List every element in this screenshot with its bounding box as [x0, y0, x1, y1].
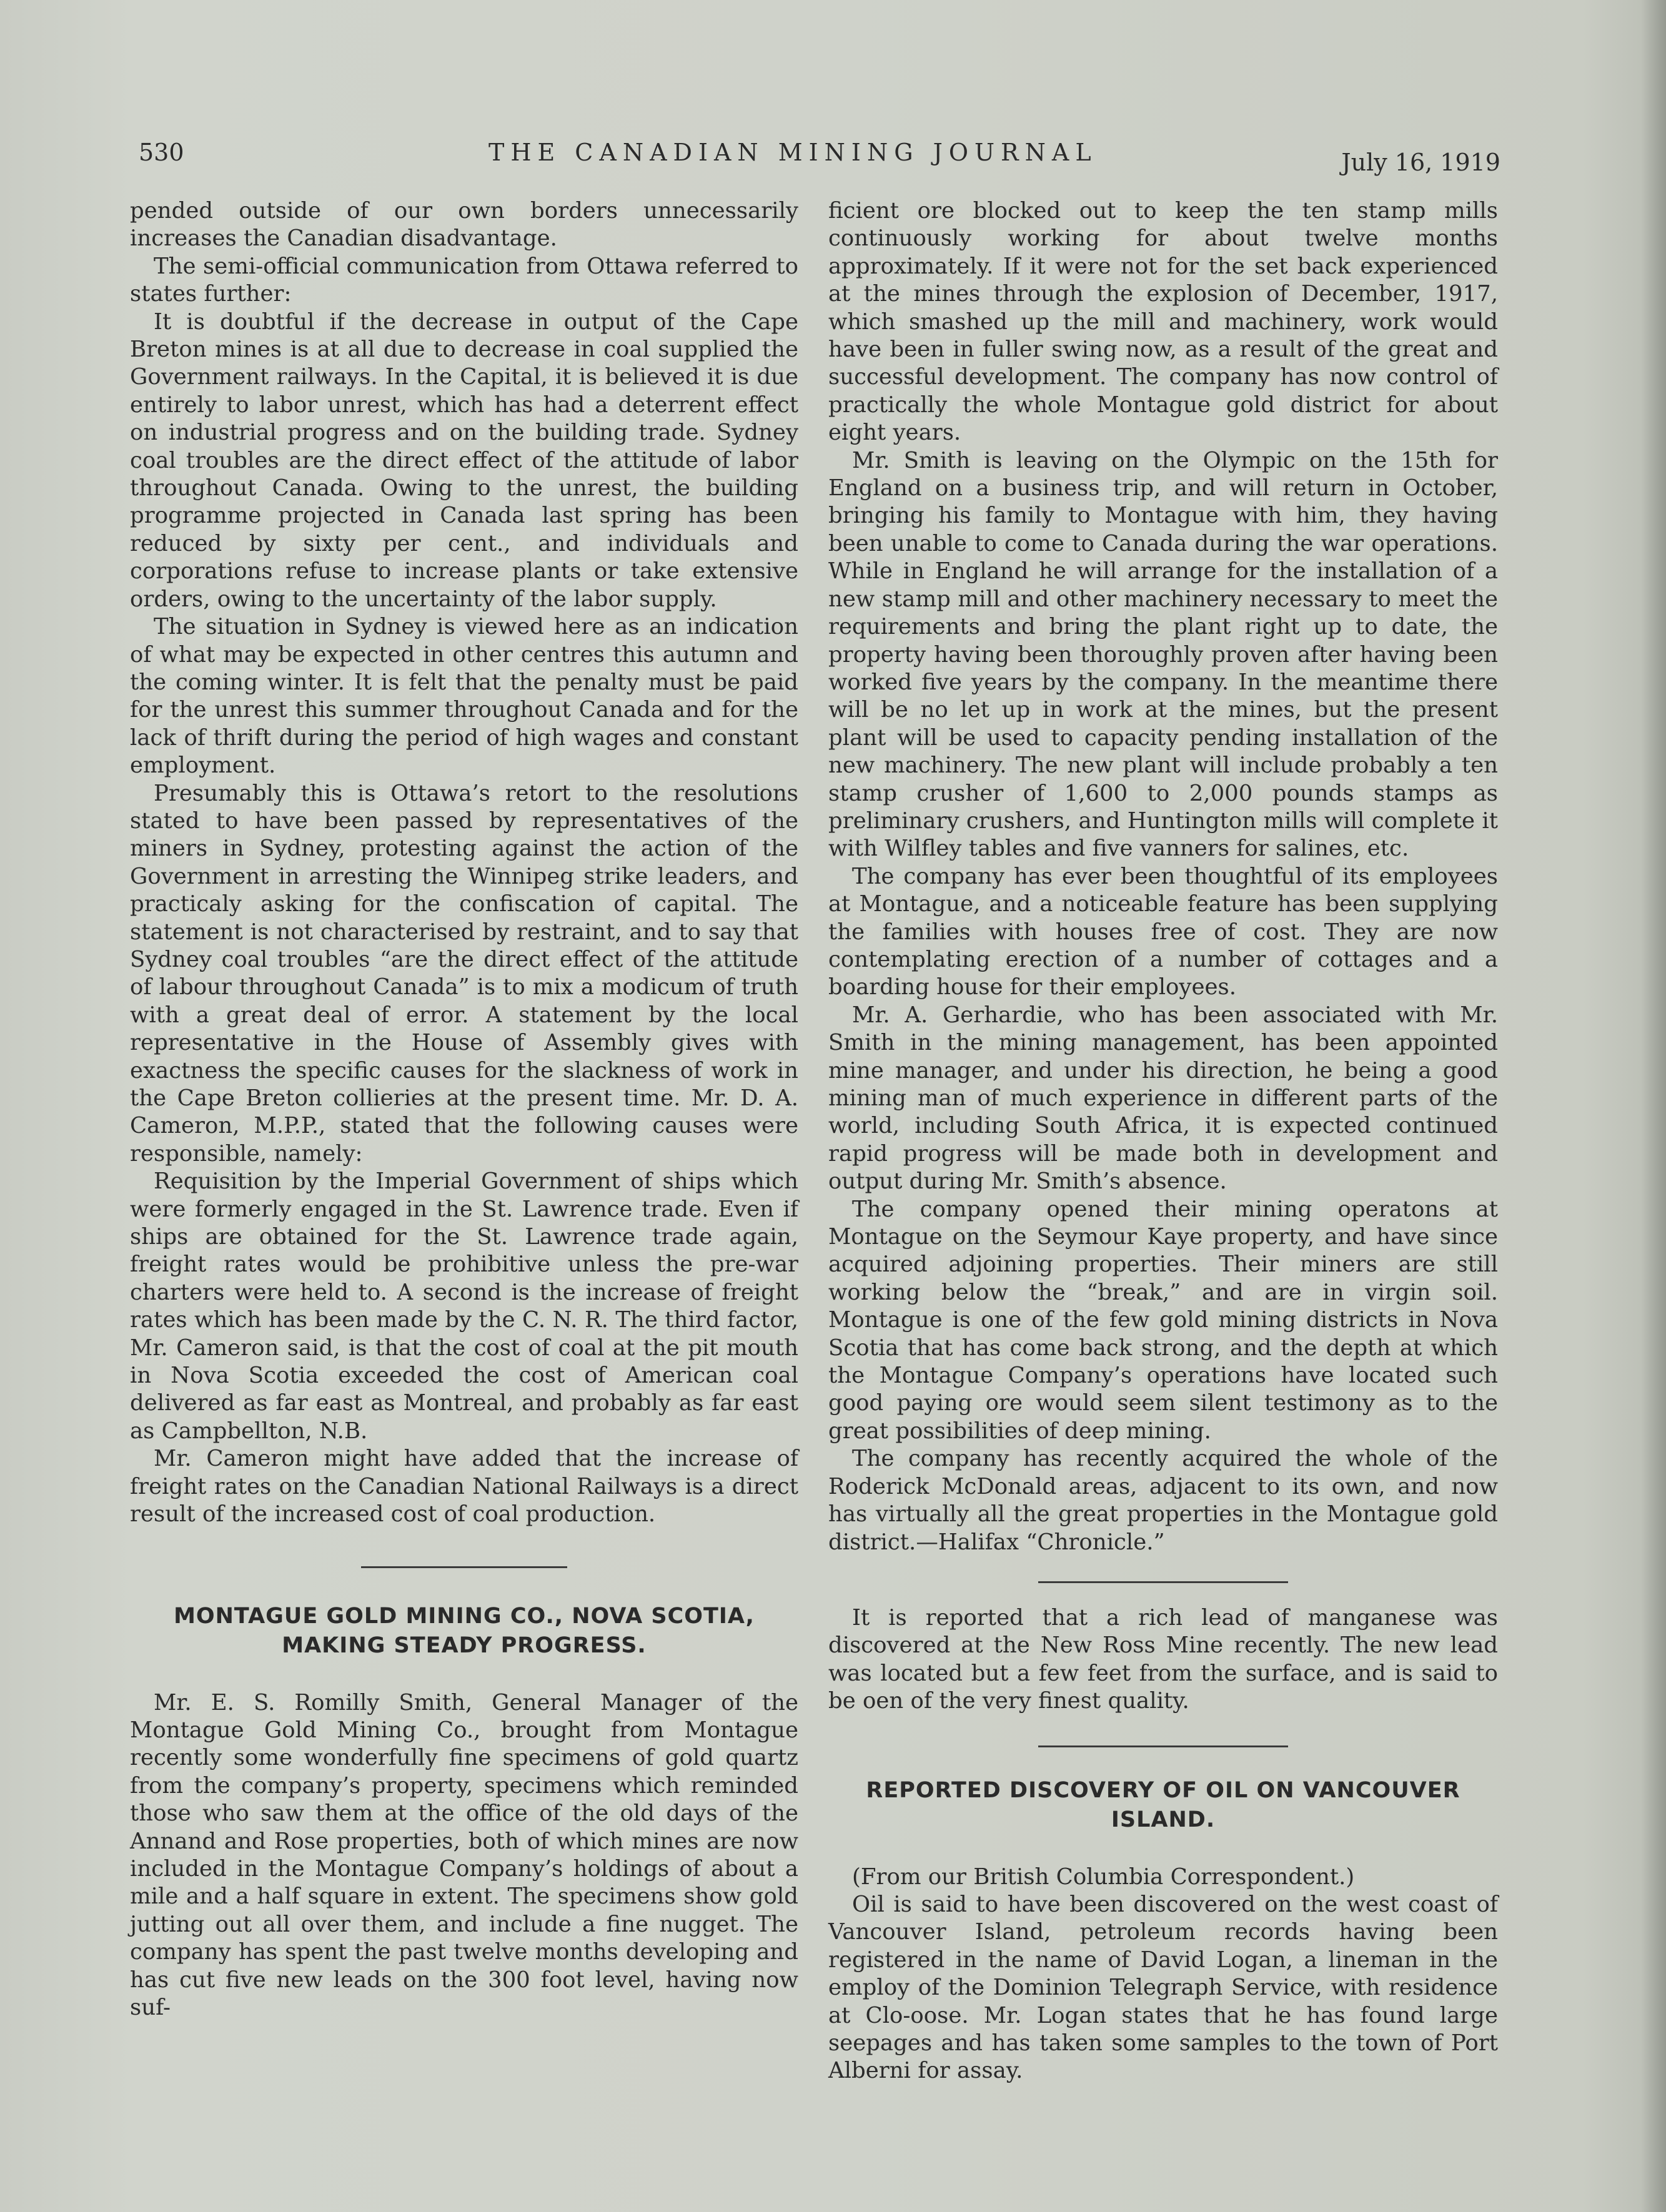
section-divider: [361, 1566, 567, 1568]
paragraph: Presumably this is Ottawa’s retort to the resolutions stated to have been passed by representatives of the miners in Sydney, protesting against the action of the Government in arresting the Winnipeg strike leaders, and practicaly asking for the confiscation of capital. The statement is not characterised by restraint, and to say that Sydney coal troubles “are the direct effect of the attitude of labour throughout Canada” is to mix a modicum of truth with a great deal of error. A statement by the local representative in the House of Assembly gives with exactness the specific causes for the slackness of work in the Cape Breton collieries at the present time. Mr. D. A. Cameron, M.P.P., stated that the following causes were responsible, namely:: [130, 780, 798, 1167]
paragraph: Mr. A. Gerhardie, who has been associated with Mr. Smith in the mining management, has been appointed mine manager, and under his direction, he being a good mining man of much experience in different parts of the world, including South Africa, it is expected continued rapid progress will be made both in development and output during Mr. Smith’s absence.: [828, 1002, 1498, 1195]
paragraph: The company has ever been thoughtful of its employees at Montague, and a noticeable feature has been supplying the families with houses free of cost. They are now contemplating erection of a number of cottages and a boarding house for their employees.: [828, 863, 1498, 1000]
section-divider: [1038, 1581, 1288, 1583]
running-header: [139, 135, 1500, 179]
page-number: 530: [139, 139, 184, 166]
paragraph: ficient ore blocked out to keep the ten stamp mills continuously working for about twelve months approximately. If it were not for the set back experienced at the mines through the explosion of December, 1917, which smashed up the mill and machinery, work would have been in fuller swing now, as a result of the great and successful development. The company has now control of practically the whole Montague gold district for about eight years.: [828, 198, 1498, 446]
section-divider: [1038, 1745, 1288, 1747]
paragraph: It is doubtful if the decrease in output of the Cape Breton mines is at all due to decrease in coal supplied the Government railways. In the Capital, it is believed it is due entirely to labor unrest, which has had a deterrent effect on industrial progress and on the building trade. Sydney coal troubles are the direct effect of the attitude of labor throughout Canada. Owing to the unrest, the building programme projected in Canada last spring has been reduced by sixty per cent., and individuals and corporations refuse to increase plants or take extensive orders, owing to the uncertainty of the labor supply.: [130, 309, 798, 612]
byline: (From our British Columbia Correspondent.): [852, 1864, 1355, 1890]
paragraph: The company opened their mining operatons at Montague on the Seymour Kaye property, and have since acquired adjoining properties. Their miners are still working below the “break,” and are in virgin soil. Montague is one of the few gold mining districts in Nova Scotia that has come back strong, and the depth at which the Montague Company’s operations have located such good paying ore would seem silent testimony as to the great possibilities of deep mining.: [828, 1196, 1498, 1444]
right-column: [828, 197, 1498, 2085]
article-headline-oil: REPORTED DISCOVERY OF OIL ON VANCOUVER ISLAND.: [866, 1777, 1460, 1832]
paragraph: The situation in Sydney is viewed here as an indication of what may be expected in other centres this autumn and the coming winter. It is felt that the penalty must be paid for the unrest this summer throughout Canada and for the lack of thrift during the period of high wages and constant employment.: [130, 614, 798, 779]
paragraph: The company has recently acquired the whole of the Roderick McDonald areas, adjacent to its own, and now has virtually all the great properties in the Montague gold district.—Halifax “Chronicle.”: [828, 1446, 1498, 1555]
paragraph: Mr. Cameron might have added that the increase of freight rates on the Canadian National Railways is a direct result of the increased cost of coal production.: [130, 1446, 798, 1528]
paragraph: pended outside of our own borders unnecessarily increases the Canadian disadvantage.: [130, 198, 798, 252]
brief-paragraph: It is reported that a rich lead of manganese was discovered at the New Ross Mine recently. The new lead was located but a few feet from the surface, and is said to be oen of the very finest quality.: [828, 1604, 1498, 1714]
page-edge-shadow: [1641, 0, 1666, 2212]
issue-date: July 16, 1919: [1341, 149, 1500, 176]
article-headline-montague: MONTAGUE GOLD MINING CO., NOVA SCOTIA, MAKING STEADY PROGRESS.: [174, 1603, 755, 1658]
paragraph: Mr. Smith is leaving on the Olympic on the 15th for England on a business trip, and will return in October, bringing his family to Montague with him, they having been unable to come to Canada during the war operations. While in England he will arrange for the installation of a new stamp mill and other machinery necessary to meet the requirements and bring the plant right up to date, the property having been thoroughly proven after having been worked five years by the company. In the meantime there will be no let up in work at the mines, but the present plant will be used to capacity pending installation of the new machinery. The new plant will include probably a ten stamp crusher of 1,600 to 2,000 pounds stamps as preliminary crushers, and Huntington mills will complete it with Wilfley tables and five vanners for salines, etc.: [828, 447, 1498, 862]
paragraph: The semi-official communication from Ottawa referred to states further:: [130, 253, 798, 307]
paragraph: Mr. E. S. Romilly Smith, General Manager of the Montague Gold Mining Co., brought from Montague recently some wonderfully fine specimens of gold quartz from the company’s property, specimens which reminded those who saw them at the office of the old days of the Annand and Rose properties, both of which mines are now included in the Montague Company’s holdings of about a mile and a half square in extent. The specimens show gold jutting out all over them, and include a fine nugget. The company has spent the past twelve months developing and has cut five new leads on the 300 foot level, having now suf-: [130, 1689, 798, 2020]
left-column: [130, 197, 798, 2022]
paragraph: Requisition by the Imperial Government of ships which were formerly engaged in the St. Lawrence trade. Even if ships are obtained for the St. Lawrence trade again, freight rates would be prohibitive unless the pre-war charters were held to. A second is the increase of freight rates which has been made by the C. N. R. The third factor, Mr. Cameron said, is that the cost of coal at the pit mouth in Nova Scotia exceeded the cost of American coal delivered as far east as Montreal, and probably as far east as Campbellton, N.B.: [130, 1168, 798, 1444]
paragraph: Oil is said to have been discovered on the west coast of Vancouver Island, petroleum records having been registered in the name of David Logan, a lineman in the employ of the Dominion Telegraph Service, with residence at Clo-oose. Mr. Logan states that he has found large seepages and has taken some samples to the town of Port Alberni for assay.: [828, 1891, 1498, 2084]
journal-title: THE CANADIAN MINING JOURNAL: [488, 139, 1098, 166]
